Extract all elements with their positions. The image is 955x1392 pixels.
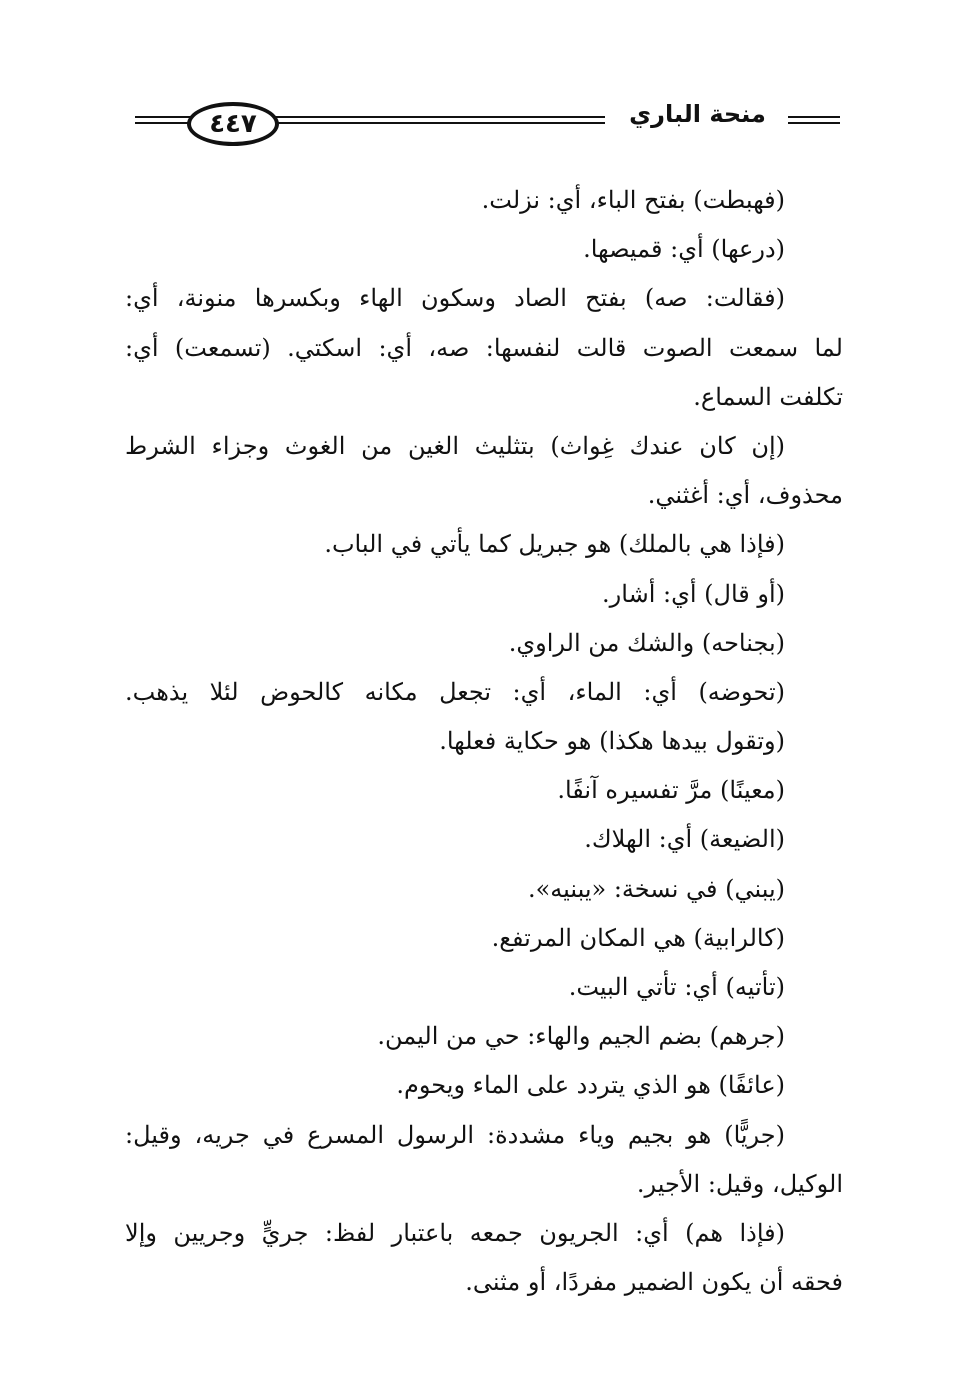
text-line: (فإذا هم) أي: الجريون جمعه باعتبار لفظ: جريٍّ وجريين وإلا bbox=[125, 1218, 785, 1247]
text-line: لما سمعت الصوت قالت لنفسها: صه، أي: اسكتي. (تسمعت) أي: bbox=[125, 333, 843, 362]
running-title: منحة الباري bbox=[629, 100, 766, 128]
text-line: محذوف، أي: أغثني. bbox=[647, 481, 843, 510]
page-header bbox=[125, 96, 845, 146]
text-line: (وتقول بيدها هكذا) هو حكاية فعلها. bbox=[439, 727, 785, 756]
header-rule-middle bbox=[265, 116, 605, 124]
body-text bbox=[125, 176, 843, 1307]
text-line: (فإذا هي بالملك) هو جبريل كما يأتي في الباب. bbox=[324, 530, 785, 559]
text-line: (تحوضه) أي: الماء، أي: تجعل مكانه كالحوض لئلا يذهب. bbox=[125, 677, 785, 706]
header-rule-left bbox=[135, 116, 195, 124]
text-line: الوكيل، وقيل: الأجير. bbox=[636, 1169, 843, 1198]
text-line: (فهبطت) بفتح الباء، أي: نزلت. bbox=[481, 186, 785, 214]
text-line: (جريًّا) هو بجيم وياء مشددة: الرسول المسرع في جريه، وقيل: bbox=[125, 1120, 785, 1149]
text-line: (عائفًا) هو الذي يتردد على الماء ويحوم. bbox=[396, 1071, 785, 1100]
text-line: (جرهم) بضم الجيم والهاء: حي من اليمن. bbox=[377, 1022, 785, 1051]
text-line: (معينًا) مرَّ تفسيره آنفًا. bbox=[557, 776, 785, 805]
text-line: (بجناحه) والشك من الراوي. bbox=[508, 628, 785, 657]
text-line: (فقالت: صه) بفتح الصاد وسكون الهاء وبكسرها منونة، أي: bbox=[125, 284, 785, 313]
page-number: ٤٤٧ bbox=[187, 102, 279, 146]
header-rule-right bbox=[788, 116, 840, 124]
text-line: تكلفت السماع. bbox=[693, 382, 843, 411]
text-line: (تأتيه) أي: تأتي البيت. bbox=[568, 973, 785, 1001]
text-line: (يبني) في نسخة: «يبنيه». bbox=[527, 874, 785, 903]
text-line: (أو قال) أي: أشار. bbox=[602, 579, 785, 608]
text-line: (الضيعة) أي: الهلاك. bbox=[584, 825, 785, 854]
text-line: (درعها) أي: قميصها. bbox=[583, 235, 785, 264]
text-line: (كالرابية) هي المكان المرتفع. bbox=[491, 923, 785, 952]
text-line: (إن كان عندك غِواث) بتثليث الغين من الغوث وجزاء الشرط bbox=[125, 431, 785, 460]
text-line: فحقه أن يكون الضمير مفردًا، أو مثنى. bbox=[465, 1268, 843, 1297]
